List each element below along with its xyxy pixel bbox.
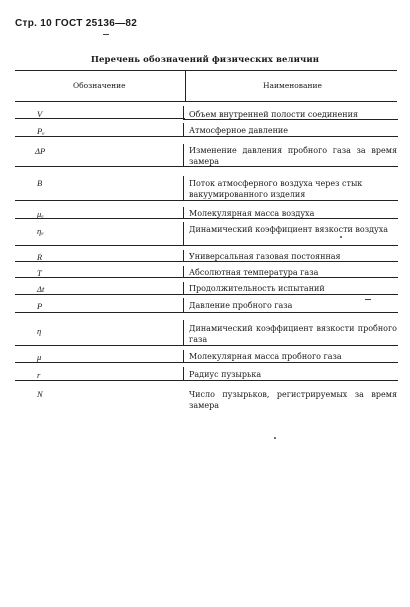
name-cell: Абсолютная температура газа — [189, 268, 319, 277]
page-header: Стр. 10 ГОСТ 25136—82 — [15, 18, 138, 29]
table-title: Перечень обозначений физических величин — [90, 55, 320, 65]
table-header — [15, 70, 397, 102]
symbol-cell: ΔP — [35, 146, 46, 156]
row-rule — [15, 261, 185, 262]
symbol-cell: Δt — [37, 284, 45, 294]
row-rule — [15, 345, 185, 346]
symbol-cell: V — [37, 109, 43, 119]
name-cell-border — [183, 266, 398, 278]
symbol-cell: R — [37, 252, 43, 262]
symbol-cell: ηₐ — [37, 226, 44, 236]
column-header-name: Наименование — [263, 81, 322, 90]
print-speck — [103, 34, 109, 35]
name-cell-border — [183, 350, 398, 363]
name-cell: Универсальная газовая постоянная — [189, 252, 341, 261]
name-cell: Число пузырьков, регистрируемых за время замера — [189, 390, 397, 410]
symbol-cell: N — [37, 389, 43, 399]
symbol-cell: T — [37, 268, 42, 278]
name-cell-border — [183, 320, 398, 346]
row-rule — [15, 362, 185, 363]
row-rule — [15, 380, 185, 381]
name-cell: Динамический коэффициент вязкости воздуха — [189, 225, 388, 234]
name-cell-border — [183, 144, 398, 167]
row-rule — [15, 200, 185, 201]
row-rule — [15, 166, 185, 167]
row-rule — [15, 136, 185, 137]
row-rule — [15, 277, 185, 278]
name-cell: Давление пробного газа — [189, 301, 293, 310]
symbol-cell: Pₐ — [37, 126, 45, 136]
name-cell: Продолжительность испытаний — [189, 284, 325, 293]
name-cell-border — [183, 222, 398, 246]
row-rule — [15, 312, 185, 313]
row-rule — [15, 245, 185, 246]
name-cell-border — [183, 176, 398, 201]
column-header-symbol: Обозначение — [73, 81, 126, 90]
name-cell: Поток атмосферного воздуха через стык вакуумированного изделия — [189, 179, 363, 199]
name-cell: Радиус пузырька — [189, 370, 262, 379]
name-cell: Молекулярная масса воздуха — [189, 209, 315, 218]
name-cell: Молекулярная масса пробного газа — [189, 352, 342, 361]
symbol-cell: B — [37, 178, 43, 188]
name-cell-border — [183, 106, 398, 120]
symbol-cell: μ — [37, 352, 42, 362]
name-cell: Объем внутренней полости соединения — [189, 110, 358, 119]
name-cell: Динамический коэффициент вязкости пробного газа — [189, 324, 397, 344]
symbol-cell: r — [37, 370, 41, 380]
row-rule — [15, 294, 185, 295]
print-speck — [340, 236, 342, 238]
name-cell-border — [183, 123, 398, 137]
symbol-cell: μₐ — [37, 209, 44, 219]
symbol-cell: η — [37, 326, 42, 336]
row-rule — [15, 218, 185, 219]
print-speck — [274, 437, 276, 439]
name-cell-border — [183, 207, 398, 219]
name-cell-border — [183, 298, 398, 313]
name-cell-border — [183, 282, 398, 295]
name-cell-border — [183, 250, 398, 262]
name-cell: Изменение давления пробного газа за время замера — [189, 146, 397, 166]
row-rule — [15, 118, 185, 119]
symbols-table — [15, 70, 397, 410]
name-cell-border — [183, 367, 398, 381]
name-cell: Атмосферное давление — [189, 126, 288, 135]
column-divider — [185, 71, 186, 101]
print-speck — [365, 299, 371, 300]
symbol-cell: P — [37, 301, 43, 311]
